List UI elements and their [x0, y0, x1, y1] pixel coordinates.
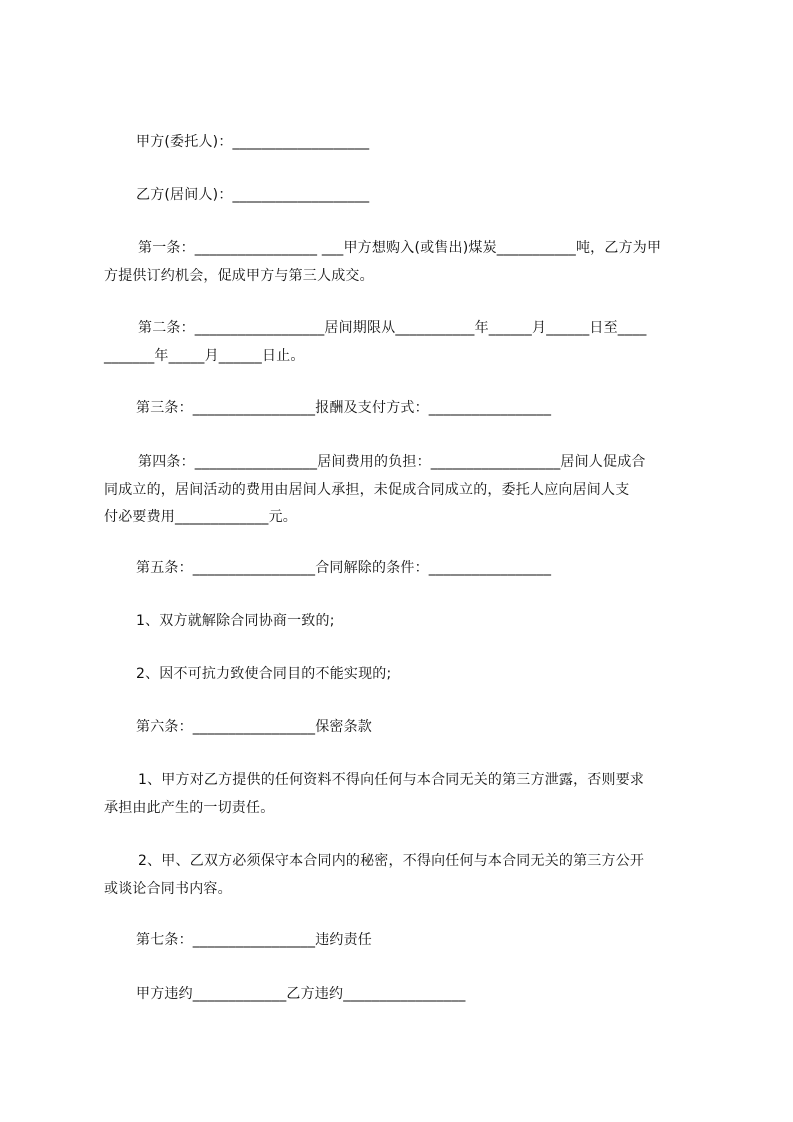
article-2-line-2: _______年_____月______日止。	[104, 348, 305, 364]
article-5-line: 第五条：_________________合同解除的条件：_________________	[136, 560, 552, 576]
article-6-line: 第六条：_________________保密条款	[136, 719, 372, 735]
article-6-item-2-line-2: 或谈论合同书内容。	[104, 881, 232, 897]
article-1-line-1: 第一条：_________________ ___甲方想购入(或售出)煤炭___________吨，乙方为甲	[138, 240, 662, 256]
party-a-line: 甲方(委托人)：___________________	[136, 134, 370, 150]
article-2-line-1: 第二条：__________________居间期限从___________年______月______日至____	[138, 320, 647, 336]
article-6-item-1-line-2: 承担由此产生的一切责任。	[104, 800, 275, 816]
article-6-item-2-line-1: 2、甲、乙双方必须保守本合同内的秘密，不得向任何与本合同无关的第三方公开	[138, 853, 645, 869]
article-1-line-2: 方提供订约机会，促成甲方与第三人成交。	[104, 268, 374, 284]
article-5-item-2-line: 2、因不可抗力致使合同目的不能实现的;	[136, 666, 392, 682]
breach-responsibility-line: 甲方违约_____________乙方违约_________________	[136, 986, 466, 1002]
article-6-item-1-line-1: 1、甲方对乙方提供的任何资料不得向任何与本合同无关的第三方泄露，否则要求	[138, 772, 645, 788]
article-4-line-2: 同成立的，居间活动的费用由居间人承担，未促成合同成立的，委托人应向居间人支	[104, 482, 630, 498]
article-3-line: 第三条：_________________报酬及支付方式：_________________	[136, 400, 552, 416]
article-4-line-3: 付必要费用_____________元。	[104, 509, 297, 525]
article-4-line-1: 第四条：_________________居间费用的负担：__________________居间人促成合	[138, 454, 646, 470]
article-7-line: 第七条：_________________违约责任	[136, 932, 372, 948]
article-5-item-1-line: 1、双方就解除合同协商一致的;	[136, 613, 335, 629]
party-b-line: 乙方(居间人)：___________________	[136, 187, 370, 203]
